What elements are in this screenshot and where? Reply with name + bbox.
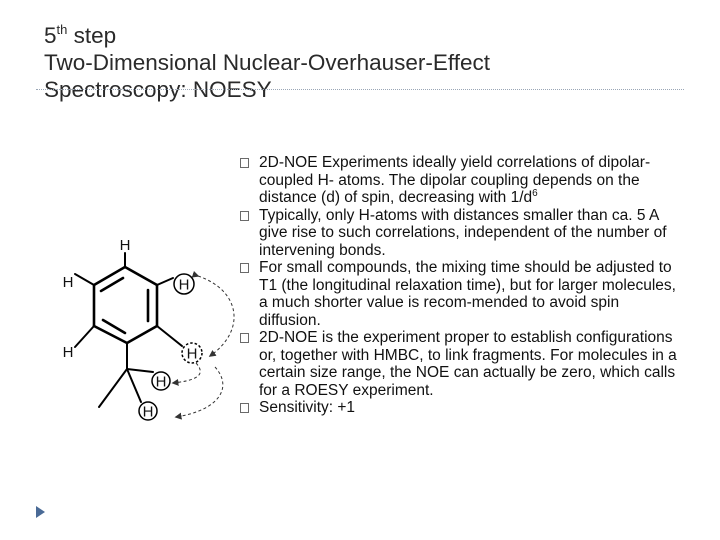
bullet-text: For small compounds, the mixing time should be adjusted to T1 (the longitudinal relaxation time), but for larger molecules, a much shorter value is recom-mended to avoid spin diffusion. [259,259,676,329]
bullet-list [240,154,682,417]
bullet-item [240,207,682,260]
checkbox-bullet-icon [240,158,249,168]
hydrogen-atoms [63,237,202,421]
h-atom-circled-ring [174,274,194,294]
h-atom-circled-methyl-2 [139,402,157,421]
bullet-item [240,329,682,399]
checkbox-bullet-icon [240,333,249,343]
bullet-text: Sensitivity: +1 [259,399,356,416]
bullet-text: 2D-NOE is the experiment proper to establish configurations or, together with HMBC, to link fragments. For molecules in a certain size range, the NOE can actually be zero, which calls for a ROESY experiment. [259,329,677,399]
h-atom-circled-methyl-1 [152,372,170,391]
bullet-text: Typically, only H-atoms with distances smaller than ca. 5 A give rise to such correlations, independent of the number of intervening bonds. [259,206,667,259]
title-step-suffix: th [56,22,68,37]
h-atom-upper-left: H [62,274,74,291]
title-divider [36,89,684,90]
h-atom-top: H [119,237,131,254]
bullet-item [240,154,682,207]
title-step-word: step [67,23,117,48]
bullet-item [240,399,682,417]
h-atom-lower-left: H [62,344,74,361]
bullet-item [240,259,682,329]
bullet-superscript: 6 [532,188,538,199]
checkbox-bullet-icon [240,263,249,273]
h-atom-circled-side [182,343,202,363]
bullet-text: 2D-NOE Experiments ideally yield correlations of dipolar-coupled H- atoms. The dipolar coupling depends on the distance (d) of spin, decreasing with 1/d [259,154,651,206]
title-line-3: Spectroscopy: NOESY [44,77,272,102]
noe-molecule-diagram [55,232,235,432]
svg-text:H: H [155,373,167,391]
svg-text:H: H [186,345,198,363]
checkbox-bullet-icon [240,403,249,413]
svg-text:H: H [142,403,154,421]
next-slide-arrow-icon[interactable] [36,506,45,518]
title-step-line [44,22,684,49]
slide-title [44,22,684,103]
title-line-2: Two-Dimensional Nuclear-Overhauser-Effect [44,50,491,75]
benzene-ring [94,267,157,343]
title-step-number: 5 [44,23,57,48]
svg-text:H: H [178,276,190,294]
checkbox-bullet-icon [240,211,249,221]
